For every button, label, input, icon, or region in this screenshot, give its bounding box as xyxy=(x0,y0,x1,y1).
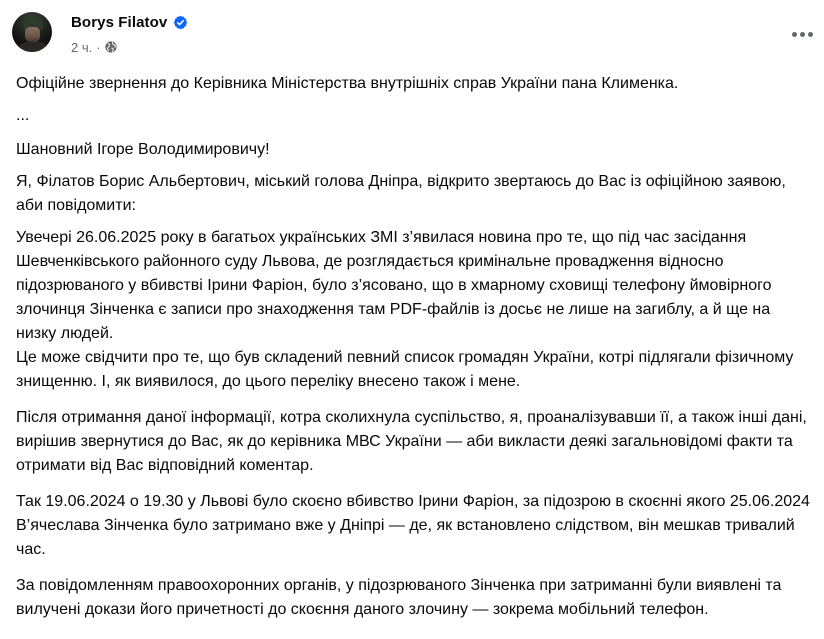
globe-icon[interactable] xyxy=(105,41,117,53)
post-paragraph: Після отримання даної інформації, котра сколихнула суспільство, я, проаналізувавши її, а також інші дані, вирішив звернутися до Вас, як до керівника МВС України — аби викласти деякі загальновідомі факти та отримати від Вас відповідний коментар. xyxy=(16,409,807,474)
post-paragraph: Офіційне звернення до Керівника Міністерства внутрішніх справ України пана Клименка. xyxy=(16,75,679,92)
verified-badge-icon xyxy=(173,15,188,30)
post-paragraph: ... xyxy=(16,107,30,124)
post-paragraph: Шановний Ігоре Володимировичу! xyxy=(16,141,270,158)
post-paragraph: Я, Філатов Борис Альбертович, міський голова Дніпра, відкрито звертаюсь до Вас із офіційною заявою, аби повідомити: xyxy=(16,173,786,214)
more-horizontal-icon xyxy=(792,32,797,37)
more-dot xyxy=(808,32,813,37)
post-body xyxy=(16,70,812,622)
more-options-button[interactable] xyxy=(786,20,818,48)
post-paragraph: Так 19.06.2024 о 19.30 у Львові було скоєно вбивство Ірини Фаріон, за підозрою в скоєнні якого 25.06.2024 В’ячеслава Зінченка було затримано вже у Дніпрі — де, як встановлено слідством, він мешкав тривалий час. xyxy=(16,493,810,558)
post-paragraph: За повідомленням правоохоронних органів, у підозрюваного Зінченка при затриманні були виявлені та вилучені докази його причетності до скоєння даного злочину — зокрема мобільний телефон. xyxy=(16,577,782,618)
meta-separator: · xyxy=(96,39,101,55)
post-meta xyxy=(71,38,117,56)
post-paragraph: Увечері 26.06.2025 року в багатьох українських ЗМІ з’явилася новина про те, що під час засідання Шевченківського районного суду Львова, де розглядається кримінальне провадження відносно підозрюваного у вбивстві Ірини Фаріон, було з’ясовано, що в хмарному сховищі телефону ймовірного злочинця Зінченка є записи про знаходження там PDF-файлів із досьє не лише на загиблу, а й ще на низку людей. xyxy=(16,229,772,342)
post-paragraph: Це може свідчити про те, що був складений певний список громадян України, котрі підлягали фізичному знищенню. І, як виявилося, до цього переліку внесено також і мене. xyxy=(16,349,794,390)
author-avatar[interactable] xyxy=(12,12,52,52)
post-timestamp[interactable]: 2 ч. xyxy=(71,39,93,55)
avatar-shoulders xyxy=(14,42,52,52)
author-name-row xyxy=(71,11,188,33)
more-dot xyxy=(800,32,805,37)
post-header xyxy=(0,0,824,64)
avatar-face xyxy=(25,27,40,43)
author-name[interactable]: Borys Filatov xyxy=(71,13,168,31)
